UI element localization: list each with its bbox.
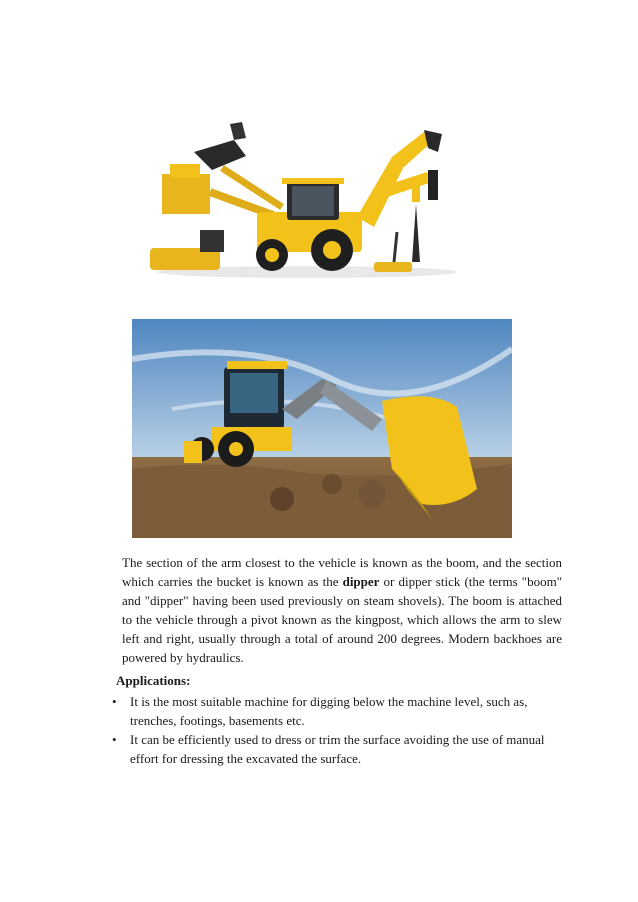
paragraph-text-1: The section of the arm closest to the vehicle is known as the boom, and the section which carries the bucket is known as the [122, 555, 562, 589]
paragraph-bold-term: dipper [342, 574, 380, 589]
backhoe-attachments-image [142, 112, 472, 282]
bullet-icon: • [112, 732, 117, 747]
description-paragraph [122, 553, 562, 667]
applications-heading: Applications: [116, 673, 191, 688]
applications-list [110, 692, 570, 768]
bullet-icon: • [112, 694, 117, 709]
list-item [110, 730, 570, 768]
list-item-text: It can be efficiently used to dress or trim the surface avoiding the use of manual effort for dressing the excavated the surface. [130, 732, 545, 766]
list-item [110, 692, 570, 730]
backhoe-digging-photo [132, 319, 512, 538]
paragraph-text-2: or dipper stick (the terms "boom" and "dipper" having been used previously on steam shovels). The boom is attached to the vehicle through a pivot known as the kingpost, which allows the arm to slew left and right, usually through a total of around 200 degrees. Modern backhoes are powered by hydraulics. [122, 574, 562, 665]
list-item-text: It is the most suitable machine for digging below the machine level, such as, trenches, footings, basements etc. [130, 694, 528, 728]
